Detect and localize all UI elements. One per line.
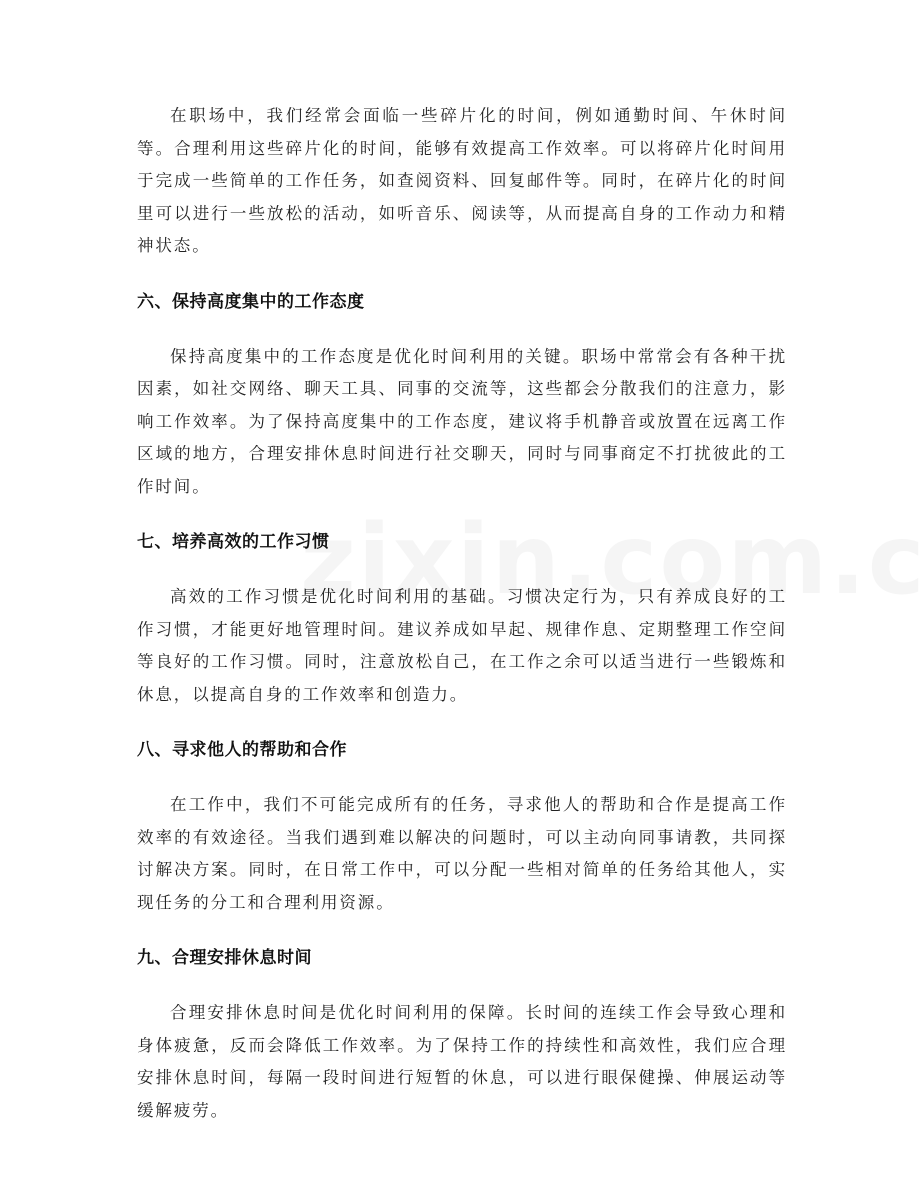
paragraph-cooperation: 在工作中，我们不可能完成所有的任务，寻求他人的帮助和合作是提高工作效率的有效途径。当我们遇到难以解决的问题时，可以主动向同事请教，共同探讨解决方案。同时，在日常工作中，可以分配一些相对简单的任务给其他人，实现任务的分工和合理利用资源。 — [137, 795, 787, 912]
paragraph-fragmented-time: 在职场中，我们经常会面临一些碎片化的时间，例如通勤时间、午休时间等。合理利用这些碎片化的时间，能够有效提高工作效率。可以将碎片化时间用于完成一些简单的工作任务，如查阅资料、回复邮件等。同时，在碎片化的时间里可以进行一些放松的活动，如听音乐、阅读等，从而提高自身的工作动力和精神状态。 — [137, 106, 787, 255]
paragraph-rest: 合理安排休息时间是优化时间利用的保障。长时间的连续工作会导致心理和身体疲惫，反而会降低工作效率。为了保持工作的持续性和高效性，我们应合理安排休息时间，每隔一段时间进行短暂的休息，可以进行眼保健操、伸展运动等缓解疲劳。 — [137, 1003, 787, 1120]
section-heading-9: 九、合理安排休息时间 — [137, 948, 312, 968]
paragraph-habits: 高效的工作习惯是优化时间利用的基础。习惯决定行为，只有养成良好的工作习惯，才能更好地管理时间。建议养成如早起、规律作息、定期整理工作空间等良好的工作习惯。同时，注意放松自己，在工作之余可以适当进行一些锻炼和休息，以提高自身的工作效率和创造力。 — [137, 587, 787, 704]
paragraph-focus: 保持高度集中的工作态度是优化时间利用的关键。职场中常常会有各种干扰因素，如社交网络、聊天工具、同事的交流等，这些都会分散我们的注意力，影响工作效率。为了保持高度集中的工作态度，建议将手机静音或放置在远离工作区域的地方，合理安排休息时间进行社交聊天，同时与同事商定不打扰彼此的工作时间。 — [137, 346, 787, 496]
section-heading-7: 七、培养高效的工作习惯 — [137, 532, 330, 552]
section-heading-8: 八、寻求他人的帮助和合作 — [137, 740, 347, 760]
section-heading-6: 六、保持高度集中的工作态度 — [137, 291, 365, 312]
document-body — [137, 100, 787, 1127]
